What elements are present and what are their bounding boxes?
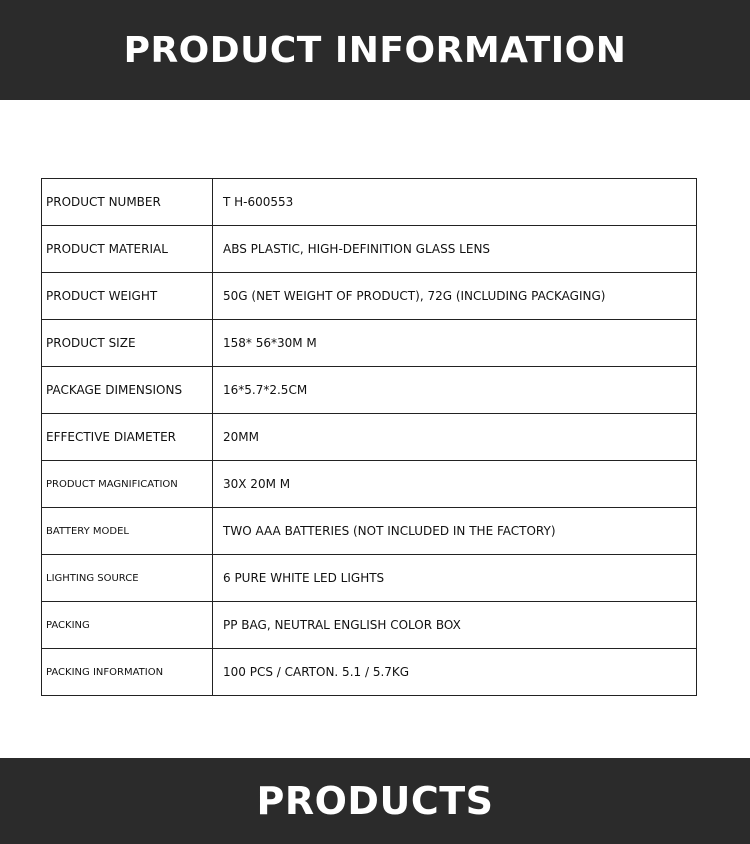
row-value: T H-600553 [213, 179, 697, 226]
row-value: 50G (NET WEIGHT OF PRODUCT), 72G (INCLUDING PACKAGING) [213, 273, 697, 320]
row-label: PRODUCT MAGNIFICATION [42, 461, 213, 508]
spec-table [41, 178, 697, 696]
row-label: PRODUCT WEIGHT [42, 273, 213, 320]
row-value: 158* 56*30M M [213, 320, 697, 367]
row-value: 100 PCS / CARTON. 5.1 / 5.7KG [213, 649, 697, 696]
header-banner [0, 0, 750, 100]
row-label: PRODUCT NUMBER [42, 179, 213, 226]
row-label: PRODUCT MATERIAL [42, 226, 213, 273]
table-row [42, 649, 697, 696]
row-label: BATTERY MODEL [42, 508, 213, 555]
section-title: PRODUCTS [256, 779, 494, 823]
row-label: PACKAGE DIMENSIONS [42, 367, 213, 414]
table-row [42, 414, 697, 461]
footer-banner [0, 758, 750, 844]
table-row [42, 461, 697, 508]
row-value: PP BAG, NEUTRAL ENGLISH COLOR BOX [213, 602, 697, 649]
table-row [42, 226, 697, 273]
row-label: LIGHTING SOURCE [42, 555, 213, 602]
row-value: ABS PLASTIC, HIGH-DEFINITION GLASS LENS [213, 226, 697, 273]
table-row [42, 555, 697, 602]
table-row [42, 367, 697, 414]
row-value: TWO AAA BATTERIES (NOT INCLUDED IN THE FACTORY) [213, 508, 697, 555]
table-row [42, 179, 697, 226]
table-row [42, 320, 697, 367]
row-label: PACKING INFORMATION [42, 649, 213, 696]
row-label: PACKING [42, 602, 213, 649]
row-value: 30X 20M M [213, 461, 697, 508]
page-title: PRODUCT INFORMATION [123, 29, 627, 71]
row-value: 16*5.7*2.5CM [213, 367, 697, 414]
row-label: EFFECTIVE DIAMETER [42, 414, 213, 461]
table-row [42, 273, 697, 320]
table-row [42, 508, 697, 555]
table-row [42, 602, 697, 649]
row-value: 20MM [213, 414, 697, 461]
row-value: 6 PURE WHITE LED LIGHTS [213, 555, 697, 602]
row-label: PRODUCT SIZE [42, 320, 213, 367]
